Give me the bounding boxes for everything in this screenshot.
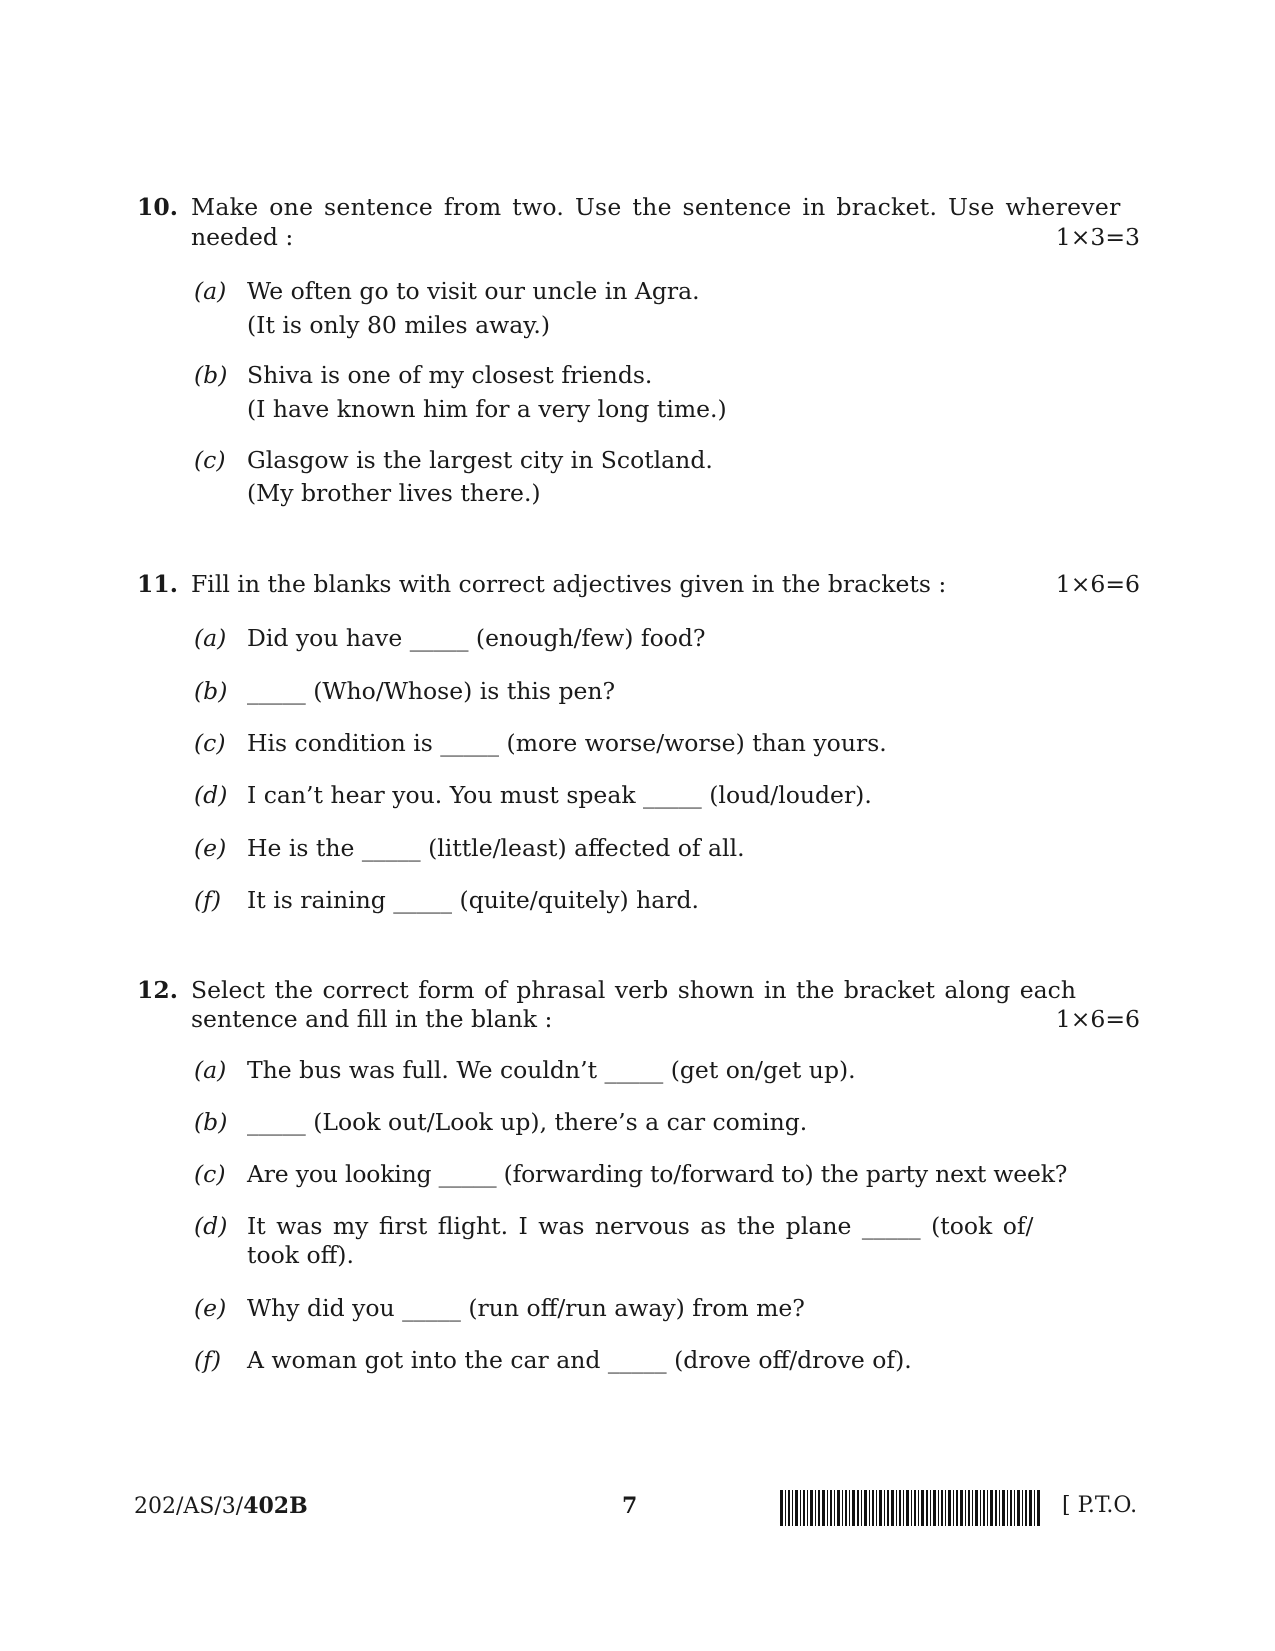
item-text: Did you have _____ (enough/few) food? — [247, 624, 706, 652]
pto-label: [ P.T.O. — [1062, 1493, 1138, 1518]
question-text-line1: Fill in the blanks with correct adjectives given in the brackets : — [191, 570, 947, 598]
item-label: (a) — [194, 277, 227, 305]
question-text-line2: needed : — [191, 223, 294, 251]
item-label: (b) — [194, 1108, 228, 1136]
question-number: 12. — [137, 976, 178, 1004]
item-text: It is raining _____ (quite/quitely) hard. — [247, 886, 700, 914]
item-text: _____ (Look out/Look up), there’s a car coming. — [247, 1108, 808, 1136]
barcode-icon — [780, 1490, 1042, 1526]
item-text-line1: We often go to visit our uncle in Agra. — [247, 277, 700, 305]
item-text-line1: It was my first flight. I was nervous as the plane _____ (took of/ — [247, 1212, 1034, 1240]
page-number: 7 — [622, 1493, 638, 1519]
question-text-line2: sentence and fill in the blank : — [191, 1005, 553, 1033]
marks: 1×3=3 — [1055, 223, 1140, 251]
question-number: 10. — [137, 193, 178, 221]
item-text: His condition is _____ (more worse/worse) than yours. — [247, 729, 887, 757]
question-number: 11. — [137, 570, 178, 598]
item-label: (e) — [194, 834, 227, 862]
paper-code-prefix: 202/AS/3/ — [134, 1494, 244, 1519]
item-label: (c) — [194, 1160, 226, 1188]
marks: 1×6=6 — [1055, 1005, 1140, 1033]
item-text-line1: Shiva is one of my closest friends. — [247, 361, 653, 389]
item-label: (d) — [194, 781, 228, 809]
item-label: (b) — [194, 677, 228, 705]
item-text-line1: Glasgow is the largest city in Scotland. — [247, 446, 713, 474]
item-text-line2: (It is only 80 miles away.) — [247, 311, 551, 339]
item-text-line2: took off). — [247, 1241, 354, 1269]
item-label: (f) — [194, 1346, 222, 1374]
item-text: _____ (Who/Whose) is this pen? — [247, 677, 616, 705]
item-label: (a) — [194, 1056, 227, 1084]
item-text: Are you looking _____ (forwarding to/forward to) the party next week? — [247, 1160, 1068, 1188]
question-text-line1: Make one sentence from two. Use the sentence in bracket. Use wherever — [191, 193, 1121, 221]
item-label: (d) — [194, 1212, 228, 1240]
item-label: (a) — [194, 624, 227, 652]
question-text-line1: Select the correct form of phrasal verb shown in the bracket along each — [191, 976, 1076, 1004]
item-label: (e) — [194, 1294, 227, 1322]
item-text-line2: (I have known him for a very long time.) — [247, 395, 727, 423]
paper-code-bold: 402B — [243, 1493, 308, 1519]
item-text: The bus was full. We couldn’t _____ (get on/get up). — [247, 1056, 856, 1084]
item-text: He is the _____ (little/least) affected of all. — [247, 834, 745, 862]
item-label: (f) — [194, 886, 222, 914]
item-label: (c) — [194, 446, 226, 474]
paper-code — [134, 1493, 308, 1519]
item-label: (b) — [194, 361, 228, 389]
item-text: Why did you _____ (run off/run away) from me? — [247, 1294, 805, 1322]
marks: 1×6=6 — [1055, 570, 1140, 598]
item-label: (c) — [194, 729, 226, 757]
item-text-line2: (My brother lives there.) — [247, 479, 541, 507]
item-text: I can’t hear you. You must speak _____ (loud/louder). — [247, 781, 872, 809]
item-text: A woman got into the car and _____ (drove off/drove of). — [247, 1346, 912, 1374]
